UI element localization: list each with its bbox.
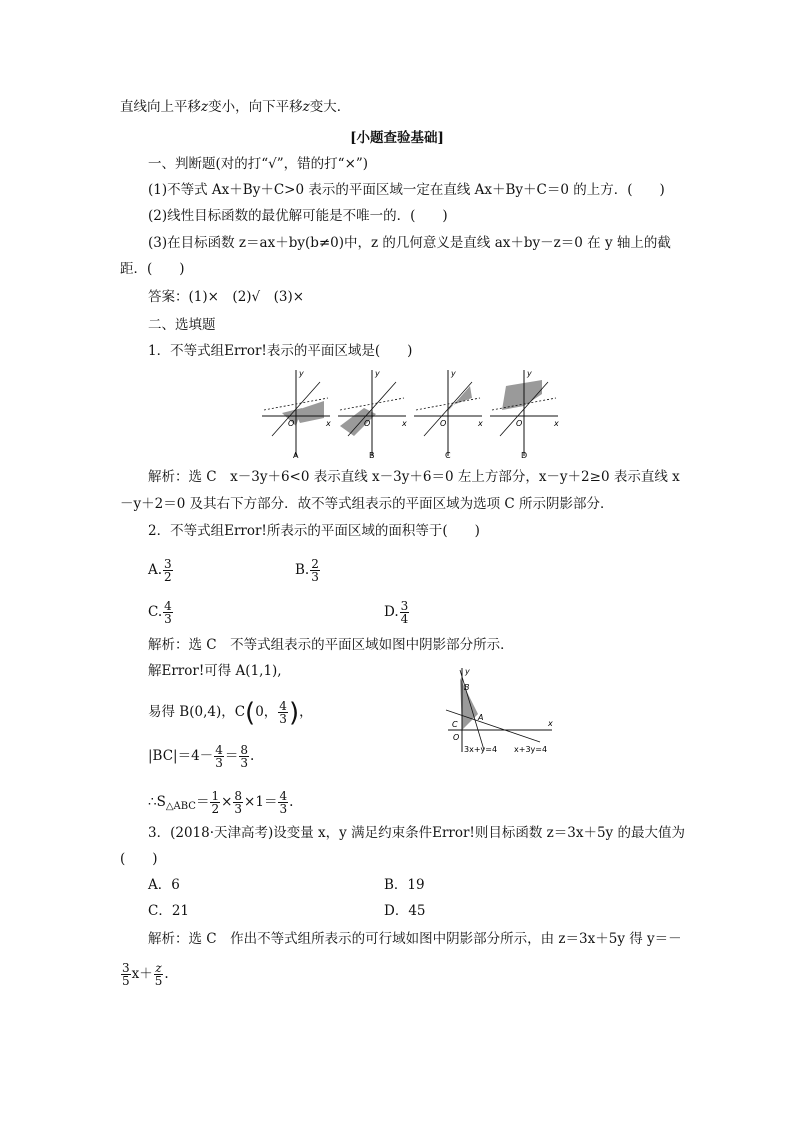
fraction-denominator: 2	[164, 570, 172, 584]
figure-c-y-label: y	[451, 369, 456, 378]
easy-get-text: 易得 B(0,4)，C	[148, 704, 246, 720]
figure-a-origin: O	[288, 419, 295, 428]
problem-2-option-d	[384, 600, 410, 625]
fraction-numerator: 4	[164, 599, 172, 613]
problem-2-bc-length: |BC|＝4－ $\frac{4}{3}$ ＝ $\frac{8}{3}$ .	[148, 743, 255, 770]
fraction-numerator: 8	[234, 789, 243, 803]
fraction-denominator: 3	[311, 570, 319, 584]
point-a-label: A	[478, 713, 484, 722]
problem-1-figures	[258, 366, 559, 462]
problem-2-easy-get: 易得 B(0,4)，C(0， $\frac{4}{3}$ )，	[148, 698, 313, 728]
intro-text: 变小，向下平移	[208, 99, 303, 115]
problem-1-question: 1．不等式组Error!表示的平面区域是( )	[148, 343, 413, 359]
option-fraction	[163, 558, 173, 583]
fraction-denominator: 5	[154, 974, 163, 988]
area-text: .	[289, 794, 294, 810]
fraction-denominator: 3	[215, 756, 223, 770]
area-text: ×	[221, 794, 233, 810]
paren-open: (	[245, 698, 256, 728]
problem-2-figure-y-label: y	[465, 667, 470, 676]
area-fraction	[233, 790, 243, 815]
question-2: (2)线性目标函数的最优解可能是不唯一的．( )	[148, 208, 448, 224]
problem-2-figure-x-label: x	[548, 719, 553, 728]
origin-label: O	[453, 733, 460, 742]
area-fraction	[210, 790, 220, 815]
point-c-fraction	[278, 700, 288, 725]
point-c-first: 0，	[255, 704, 278, 720]
bc-fraction	[214, 744, 224, 769]
option-label: C.	[148, 604, 163, 620]
answer-line: 答案：(1)× (2)√ (3)×	[148, 289, 305, 305]
problem-3-question-cont: ( )	[120, 851, 158, 867]
figure-b-x-label: x	[402, 419, 407, 428]
figure-d-origin: O	[516, 419, 523, 428]
point-b-label: B	[464, 683, 470, 692]
fraction-numerator: 4	[279, 789, 288, 803]
problem-2-option-c	[148, 600, 174, 625]
area-subscript: △ABC	[165, 801, 196, 812]
solution-text: x＋	[131, 966, 153, 982]
area-fraction	[278, 790, 288, 815]
paren-close: )	[288, 698, 300, 728]
fraction-numerator: 4	[279, 699, 287, 713]
fraction-numerator: 3	[122, 961, 130, 975]
option-label: D.	[384, 604, 399, 620]
figure-a	[262, 369, 331, 460]
intro-line	[120, 98, 350, 116]
fraction-denominator: 3	[164, 612, 172, 626]
option-fraction	[310, 558, 320, 583]
problem-1-solution-cont: －y＋2＝0 及其右下方部分．故不等式组表示的平面区域为选项 C 所示阴影部分．	[120, 496, 614, 512]
solution-fraction	[121, 962, 131, 987]
figure-b-shade	[340, 408, 376, 436]
option-fraction	[163, 600, 173, 625]
bc-fraction	[239, 744, 249, 769]
line-2-label: x+3y=4	[514, 745, 548, 754]
figure-d-x-label: x	[554, 419, 559, 428]
part2-heading: 二、选填题	[148, 317, 216, 333]
bc-text: ＝	[224, 748, 239, 764]
fraction-numerator: 4	[215, 743, 223, 757]
problem-2-option-b	[295, 558, 321, 583]
figure-d-y-label: y	[527, 369, 532, 378]
intro-var: z	[201, 99, 209, 115]
figure-a-label: A	[293, 451, 299, 460]
problem-2-solve-line: 解Error!可得 A(1,1),	[148, 663, 282, 679]
problem-3-question: 3．(2018·天津高考)设变量 x，y 满足约束条件Error!则目标函数 z＝3x＋5y 的最大值为	[148, 825, 685, 841]
figure-a-x-label: x	[326, 419, 331, 428]
bc-text: |BC|＝4－	[148, 748, 214, 764]
problem-3-option-d: D．45	[384, 903, 426, 919]
solution-fraction	[154, 962, 164, 987]
fraction-numerator: 1	[211, 789, 220, 803]
part1-heading: 一、判断题(对的打“√”，错的打“×”)	[148, 156, 369, 172]
figure-b-origin: O	[364, 419, 371, 428]
fraction-denominator: 5	[122, 974, 130, 988]
problem-3-option-b: B．19	[384, 877, 425, 893]
question-1: (1)不等式 Ax＋By＋C>0 表示的平面区域一定在直线 Ax＋By＋C＝0 的上方．( )	[148, 182, 665, 198]
point-c-label: C	[452, 720, 458, 729]
question-3-cont: 距．( )	[120, 261, 185, 277]
line-x-3y-4	[446, 710, 540, 742]
problem-2-figure	[440, 662, 560, 762]
figure-c-x-label: x	[478, 419, 483, 428]
problem-2-option-a	[148, 558, 174, 583]
figure-d	[490, 369, 559, 460]
option-fraction	[400, 600, 410, 625]
fraction-numerator: 2	[311, 557, 319, 571]
figure-c-label: C	[445, 451, 451, 460]
figure-c-origin: O	[440, 419, 447, 428]
figure-c-shade	[448, 386, 472, 411]
fraction-numerator: 8	[240, 743, 248, 757]
fraction-denominator: 4	[400, 612, 409, 626]
fraction-numerator: 3	[164, 557, 172, 571]
fraction-denominator: 3	[279, 802, 288, 816]
problem-3-solution: 解析：选 C 作出不等式组所表示的可行域如图中阴影部分所示，由 z＝3x＋5y 得 y＝－	[148, 931, 682, 947]
intro-var: z	[302, 99, 310, 115]
figure-b-label: B	[369, 451, 375, 460]
fraction-numerator: 3	[400, 599, 409, 613]
figure-a-shade	[294, 401, 324, 423]
option-label: A.	[148, 562, 163, 578]
fraction-numerator: z	[155, 961, 162, 975]
area-text: ×1＝	[244, 794, 278, 810]
intro-text: 变大．	[309, 99, 351, 115]
problem-3-option-a: A．6	[148, 877, 180, 893]
intro-text: 直线向上平移	[120, 99, 201, 115]
question-3: (3)在目标函数 z＝ax＋by(b≠0)中，z 的几何意义是直线 ax＋by－z＝0 在 y 轴上的截	[148, 235, 671, 251]
area-text: ＝	[195, 794, 210, 810]
figure-b	[338, 369, 407, 460]
option-label: B.	[295, 562, 310, 578]
figure-a-y-label: y	[299, 369, 304, 378]
problem-2-solution-intro: 解析：选 C 不等式组表示的平面区域如图中阴影部分所示．	[148, 637, 514, 653]
figure-c	[414, 369, 483, 460]
problem-2-question: 2．不等式组Error!所表示的平面区域的面积等于( )	[148, 523, 480, 539]
problem-2-area	[148, 790, 293, 816]
problem-3-option-c: C．21	[148, 903, 190, 919]
problem-1-solution: 解析：选 C x－3y＋6<0 表示直线 x－3y＋6＝0 左上方部分，x－y＋2≥0 表示直线 x	[148, 469, 680, 485]
area-text: ∴S	[148, 794, 166, 810]
fraction-denominator: 3	[279, 712, 287, 726]
section-title: [小题查验基础]	[350, 130, 444, 146]
problem-3-solution-cont	[120, 962, 169, 987]
fraction-denominator: 3	[240, 756, 248, 770]
line-1-label: 3x+y=4	[464, 745, 498, 754]
solution-text: .	[164, 966, 169, 982]
fraction-denominator: 2	[211, 802, 220, 816]
fraction-denominator: 3	[234, 802, 243, 816]
figure-d-label: D	[521, 451, 528, 460]
figure-b-y-label: y	[375, 369, 380, 378]
